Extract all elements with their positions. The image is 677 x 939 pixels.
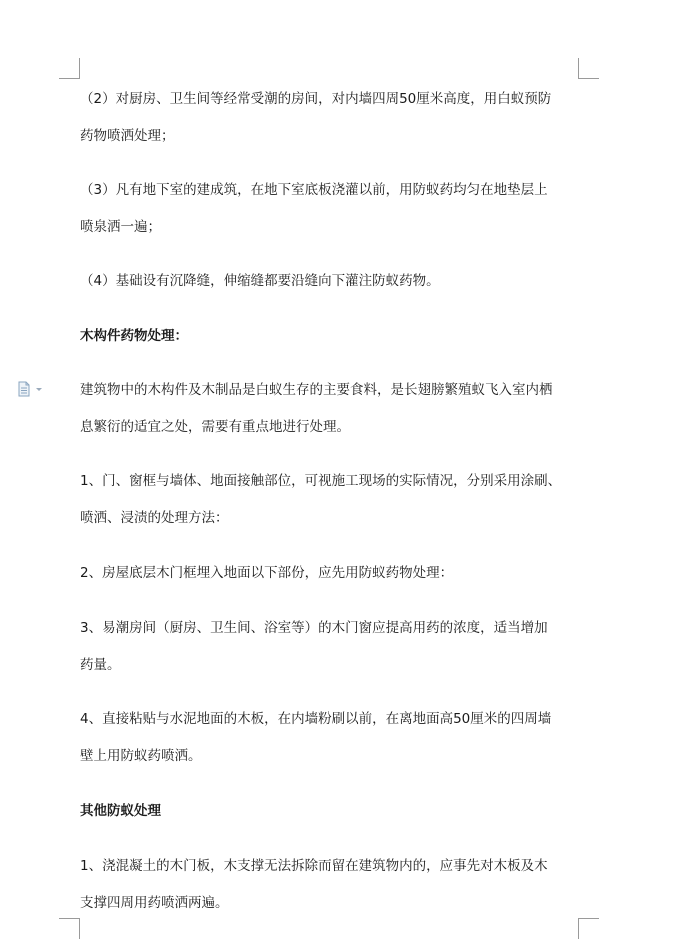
margin-corner-bottom-left bbox=[59, 918, 80, 939]
text-line: 喷洒、浸渍的处理方法： bbox=[80, 510, 229, 526]
heading-text: 其他防蚁处理 bbox=[80, 803, 161, 819]
text-line: 2、房屋底层木门框埋入地面以下部份，应先用防蚁药物处理： bbox=[80, 565, 454, 581]
text-line: 壁上用防蚁药喷洒。 bbox=[80, 748, 202, 764]
text-line: （4）基础设有沉降缝，伸缩缝都要沿缝向下灌注防蚁药物。 bbox=[80, 273, 440, 289]
text-line: 息繁衍的适宜之处，需要有重点地进行处理。 bbox=[80, 419, 350, 435]
margin-corner-top-right bbox=[578, 58, 599, 79]
paragraph-wood-intro bbox=[80, 372, 585, 446]
text-line: 药物喷洒处理； bbox=[80, 128, 175, 144]
text-line: 4、直接粘贴与水泥地面的木板，在内墙粉刷以前，在离地面高50厘米的四周墙 bbox=[80, 711, 552, 727]
text-line: 喷泉洒一遍； bbox=[80, 219, 161, 235]
paragraph-item-2-door-frame bbox=[80, 555, 585, 592]
text-line: 建筑物中的木构件及木制品是白蚁生存的主要食料，是长翅膀繁殖蚁飞入室内栖 bbox=[80, 382, 553, 398]
paragraph-3-basement bbox=[80, 172, 585, 246]
heading-wood-treatment bbox=[80, 318, 585, 355]
heading-other-treatment bbox=[80, 793, 585, 830]
text-line: 1、浇混凝土的木门板，木支撑无法拆除而留在建筑物内的，应事先对木板及木 bbox=[80, 858, 548, 874]
heading-text: 木构件药物处理： bbox=[80, 328, 188, 344]
text-line: （2）对厨房、卫生间等经常受潮的房间，对内墙四周50厘米高度，用白蚁预防 bbox=[80, 91, 552, 107]
document-note-icon[interactable] bbox=[17, 381, 47, 397]
text-line: 1、门、窗框与墙体、地面接触部位，可视施工现场的实际情况，分别采用涂刷、 bbox=[80, 473, 562, 489]
text-line: （3）凡有地下室的建成筑，在地下室底板浇灌以前，用防蚁药均匀在地垫层上 bbox=[80, 182, 548, 198]
text-line: 3、易潮房间（厨房、卫生间、浴室等）的木门窗应提高用药的浓度，适当增加 bbox=[80, 620, 548, 636]
paragraph-4-settlement-joint bbox=[80, 263, 585, 300]
paragraph-other-item-1 bbox=[80, 848, 585, 922]
paragraph-item-3-humid-rooms bbox=[80, 610, 585, 684]
text-line: 支撑四周用药喷洒两遍。 bbox=[80, 895, 229, 911]
text-line: 药量。 bbox=[80, 657, 121, 673]
paragraph-item-1-frames bbox=[80, 463, 585, 537]
paragraph-2-kitchen-bathroom bbox=[80, 81, 585, 155]
margin-corner-top-left bbox=[59, 58, 80, 79]
paragraph-item-4-wood-boards bbox=[80, 701, 585, 775]
